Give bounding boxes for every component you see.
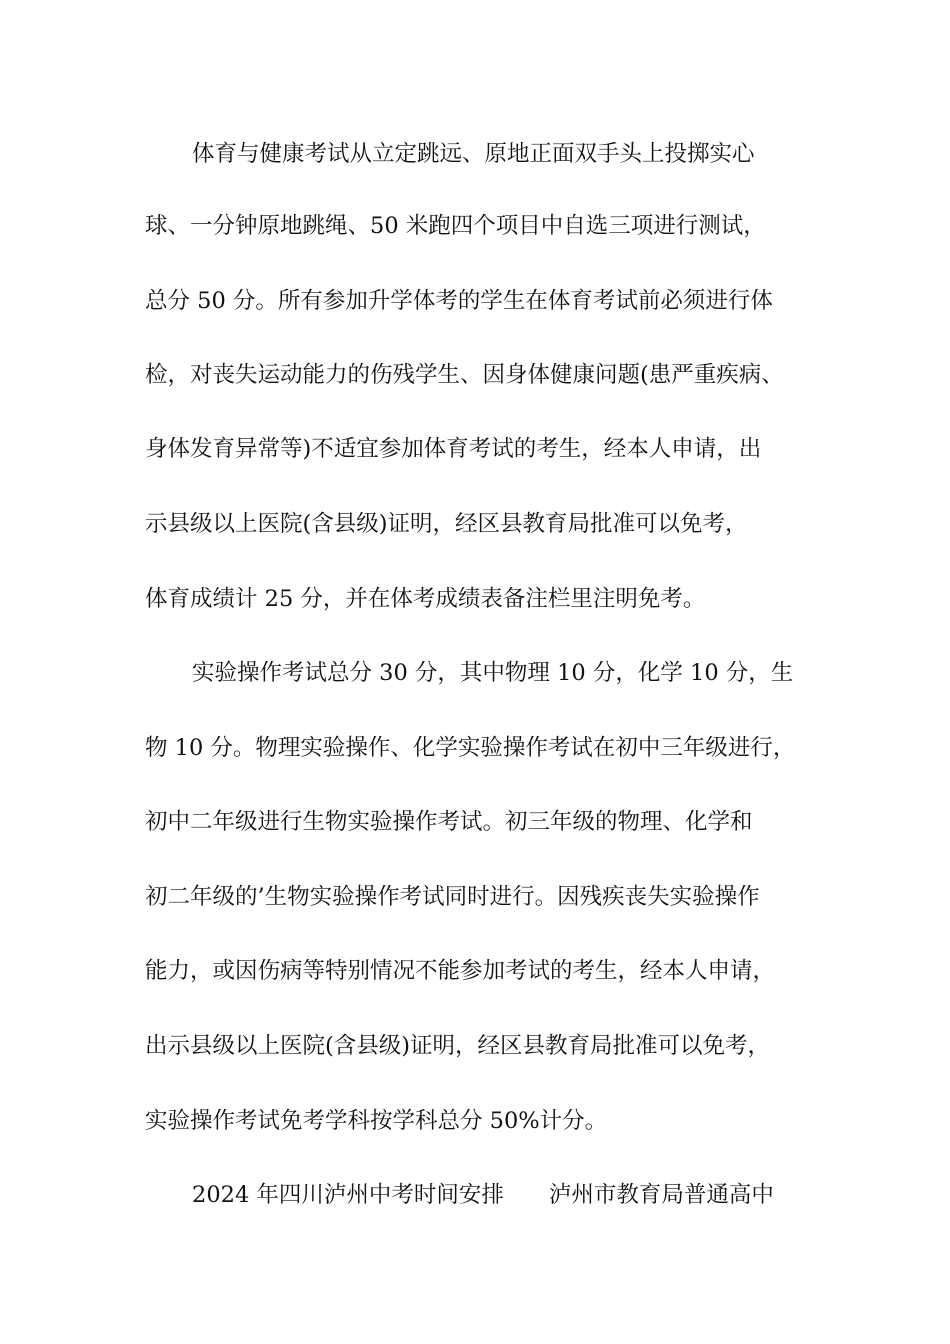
paragraph-2-line-3: 初中二年级进行生物实验操作考试。初三年级的物理、化学和 [145, 809, 753, 835]
paragraph-2-line-7: 实验操作考试免考学科按学科总分 50%计分。 [145, 1108, 608, 1134]
paragraph-3-line-1: 2024 年四川泸州中考时间安排 泸州市教育局普通高中 [192, 1182, 774, 1208]
paragraph-1-line-2: 球、一分钟原地跳绳、50 米跑四个项目中自选三项进行测试， [145, 213, 766, 239]
paragraph-1-line-6: 示县级以上医院(含县级)证明，经区县教育局批准可以免考， [145, 511, 748, 537]
paragraph-2-line-6: 出示县级以上医院(含县级)证明，经区县教育局批准可以免考， [145, 1033, 771, 1059]
paragraph-2-line-2: 物 10 分。物理实验操作、化学实验操作考试在初中三年级进行， [145, 735, 796, 761]
paragraph-2-line-1: 实验操作考试总分 30 分，其中物理 10 分，化学 10 分，生 [192, 660, 794, 686]
paragraph-1-line-7: 体育成绩计 25 分，并在体考成绩表备注栏里注明免考。 [145, 586, 706, 612]
paragraph-2-line-5: 能力，或因伤病等特别情况不能参加考试的考生，经本人申请， [145, 958, 776, 984]
paragraph-1-line-3: 总分 50 分。所有参加升学体考的学生在体育考试前必须进行体 [145, 288, 773, 314]
paragraph-2-line-4: 初二年级的’生物实验操作考试同时进行。因残疾丧失实验操作 [145, 884, 760, 910]
paragraph-1-line-5: 身体发育异常等)不适宜参加体育考试的考生，经本人申请，出 [145, 436, 762, 462]
paragraph-1-line-1: 体育与健康考试从立定跳远、原地正面双手头上投掷实心 [192, 141, 755, 167]
paragraph-1-line-4: 检，对丧失运动能力的伤残学生、因身体健康问题(患严重疾病、 [145, 362, 784, 388]
